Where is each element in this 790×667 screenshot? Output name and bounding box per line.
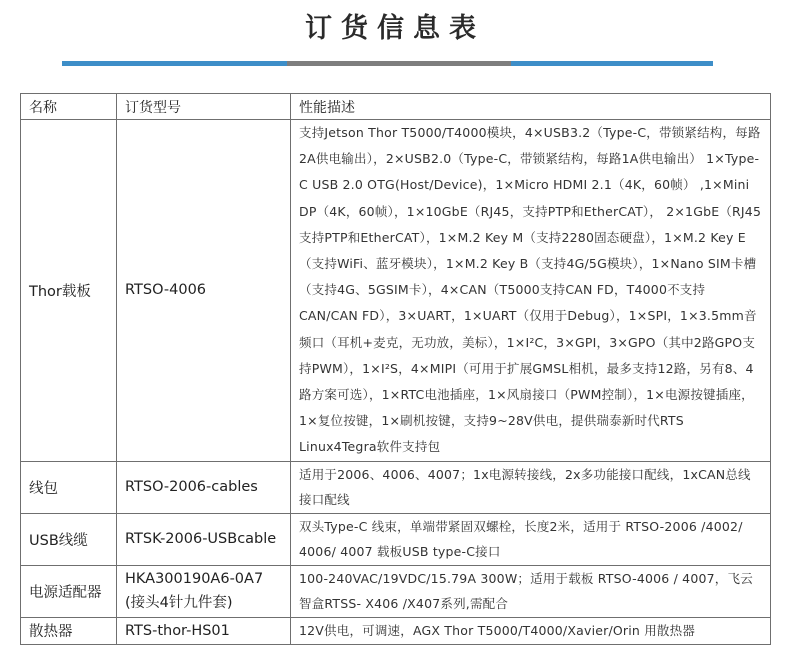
- table-row: [21, 617, 771, 644]
- product-description: 100-240VAC/19VDC/15.79A 300W；适用于载板 RTSO-4006 / 4007，飞云智盒RTSS- X406 /X407系列,需配合: [291, 565, 771, 617]
- product-description: 12V供电，可调速，AGX Thor T5000/T4000/Xavier/Orin 用散热器: [291, 617, 771, 644]
- table-row: [21, 513, 771, 565]
- header-model: 订货型号: [117, 94, 291, 120]
- title-underline-right: [511, 61, 713, 66]
- product-model: RTSK-2006-USBcable: [117, 513, 291, 565]
- product-name: 电源适配器: [21, 565, 117, 617]
- title-underline-left: [62, 61, 287, 66]
- title-underline-middle: [287, 61, 511, 66]
- product-name: 散热器: [21, 617, 117, 644]
- product-model: RTSO-2006-cables: [117, 461, 291, 513]
- header-name: 名称: [21, 94, 117, 120]
- header-description: 性能描述: [291, 94, 771, 120]
- product-description: 支持Jetson Thor T5000/T4000模块，4×USB3.2（Type-C，带锁紧结构，每路2A供电输出），2×USB2.0（Type-C，带锁紧结构，每路1A供电输出） 1×Type-C USB 2.0 OTG(Host/Device)，1×Micro HDMI 2.1（4K，60帧） ,1×Mini DP（4K，60帧），1×10GbE（RJ45，支持PTP和EtherCAT）， 2×1GbE（RJ45支持PTP和EtherCAT），1×M.2 Key M（支持2280固态硬盘），1×M.2 Key E（支持WiFi、蓝牙模块），1×M.2 Key B（支持4G/5G模块），1×Nano SIM卡槽（支持4G、5GSIM卡），4×CAN（T5000支持CAN FD，T4000不支持CAN/CAN FD），3×UART，1×UART（仅用于Debug），1×SPI，1×3.5mm音频口（耳机+麦克，无功放，美标），1×I²C，3×GPI，3×GPO（其中2路GPO支持PWM），1×I²S，4×MIPI（可用于扩展GMSL相机，最多支持12路，另有8、4路方案可选），1×RTC电池插座，1×风扇接口（PWM控制），1×电源按键插座，1×复位按键，1×刷机按键，支持9~28V供电，提供瑞泰新时代RTS Linux4Tegra软件支持包: [291, 120, 771, 462]
- product-name: 线包: [21, 461, 117, 513]
- table-row: [21, 461, 771, 513]
- product-name: Thor载板: [21, 120, 117, 462]
- page-title: 订货信息表: [305, 13, 485, 44]
- product-description: 双头Type-C 线束，单端带紧固双螺栓，长度2米，适用于 RTSO-2006 /4002/ 4006/ 4007 载板USB type-C接口: [291, 513, 771, 565]
- table-header-row: [21, 94, 771, 120]
- table-row: [21, 565, 771, 617]
- table-row: [21, 120, 771, 462]
- product-description: 适用于2006、4006、4007；1x电源转接线，2x多功能接口配线，1xCAN总线接口配线: [291, 461, 771, 513]
- product-model: HKA300190A6-0A7 (接头4针九件套): [117, 565, 291, 617]
- product-model: RTS-thor-HS01: [117, 617, 291, 644]
- product-model: RTSO-4006: [117, 120, 291, 462]
- product-name: USB线缆: [21, 513, 117, 565]
- order-info-table: [20, 93, 771, 645]
